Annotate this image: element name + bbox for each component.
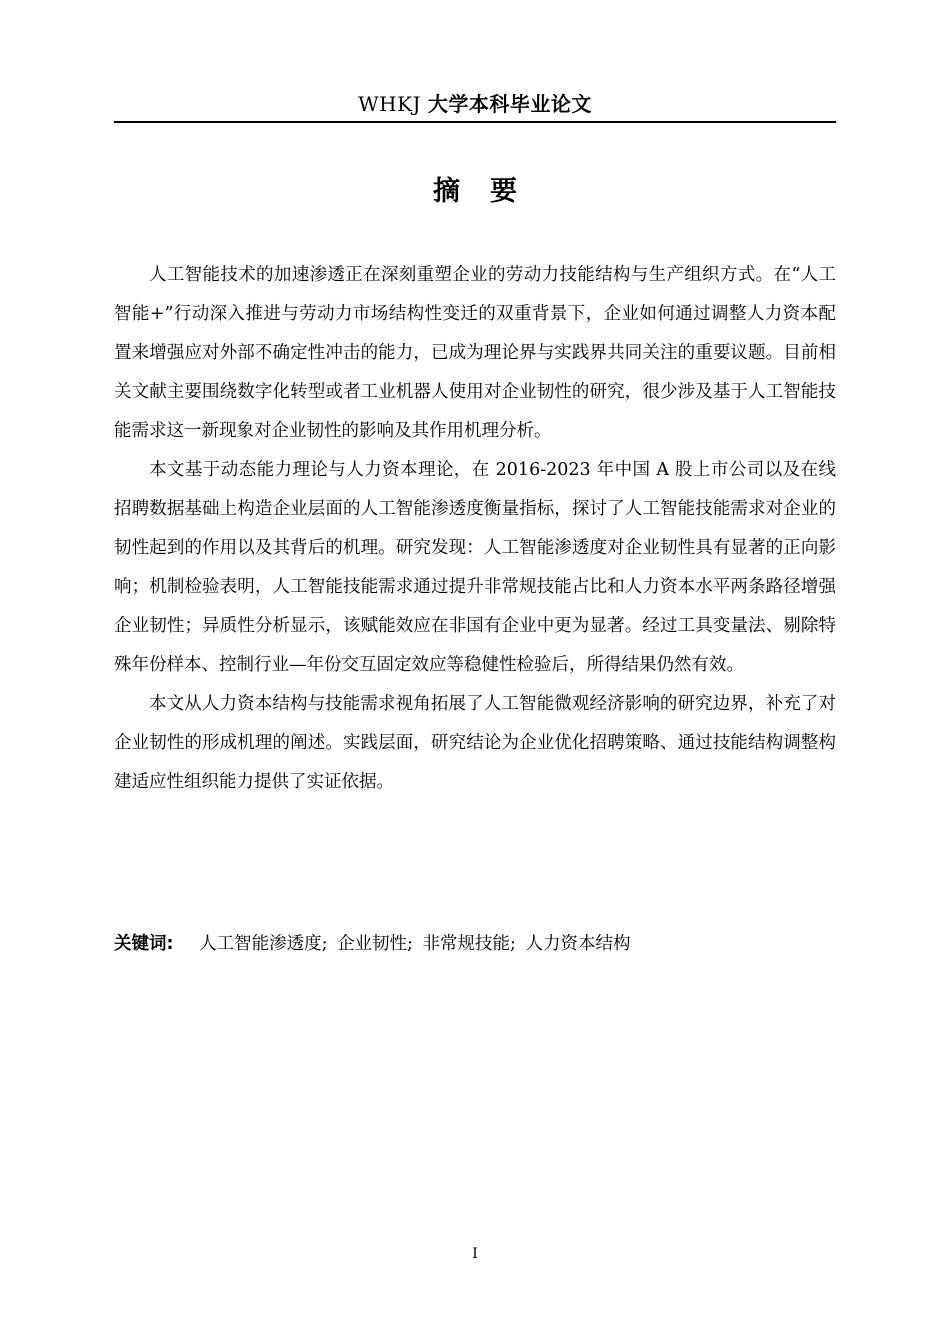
header-title: 大学本科毕业论文 <box>427 92 592 116</box>
header-rule <box>114 121 836 123</box>
abstract-paragraph-2: 本文基于动态能力理论与人力资本理论，在 2016-2023 年中国 A 股上市公司以及在线招聘数据基础上构造企业层面的人工智能渗透度衡量指标，探讨了人工智能技能需求对企业的韧性起到的作用以及其背后的机理。研究发现：人工智能渗透度对企业韧性具有显著的正向影响；机制检验表明，人工智能技能需求通过提升非常规技能占比和人力资本水平两条路径增强企业韧性；异质性分析显示，该赋能效应在非国有企业中更为显著。经过工具变量法、剔除特殊年份样本、控制行业—年份交互固定效应等稳健性检验后，所得结果仍然有效。 <box>114 460 836 675</box>
keyword-item: 非常规技能; <box>422 934 516 954</box>
header-prefix: WHKJ <box>358 92 422 116</box>
abstract-paragraph-3: 本文从人力资本结构与技能需求视角拓展了人工智能微观经济影响的研究边界，补充了对企业韧性的形成机理的阐述。实践层面，研究结论为企业优化招聘策略、通过技能结构调整构建适应性组织能力提供了实证依据。 <box>114 694 836 792</box>
abstract-title: 摘要 <box>433 176 547 207</box>
keyword-item: 企业韧性; <box>337 934 413 954</box>
keywords-label: 关键词: <box>114 934 174 954</box>
keywords-line <box>114 926 836 962</box>
abstract-body <box>114 256 836 802</box>
page-number: I <box>472 1246 478 1262</box>
keyword-item: 人力资本结构 <box>525 934 631 954</box>
keyword-item: 人工智能渗透度; <box>199 934 328 954</box>
abstract-paragraph-1: 人工智能技术的加速渗透正在深刻重塑企业的劳动力技能结构与生产组织方式。在“人工智能+”行动深入推进与劳动力市场结构性变迁的双重背景下，企业如何通过调整人力资本配置来增强应对外部不确定性冲击的能力，已成为理论界与实践界共同关注的重要议题。目前相关文献主要围绕数字化转型或者工业机器人使用对企业韧性的研究，很少涉及基于人工智能技能需求这一新现象对企业韧性的影响及其作用机理分析。 <box>114 265 836 441</box>
page-header <box>114 88 836 120</box>
